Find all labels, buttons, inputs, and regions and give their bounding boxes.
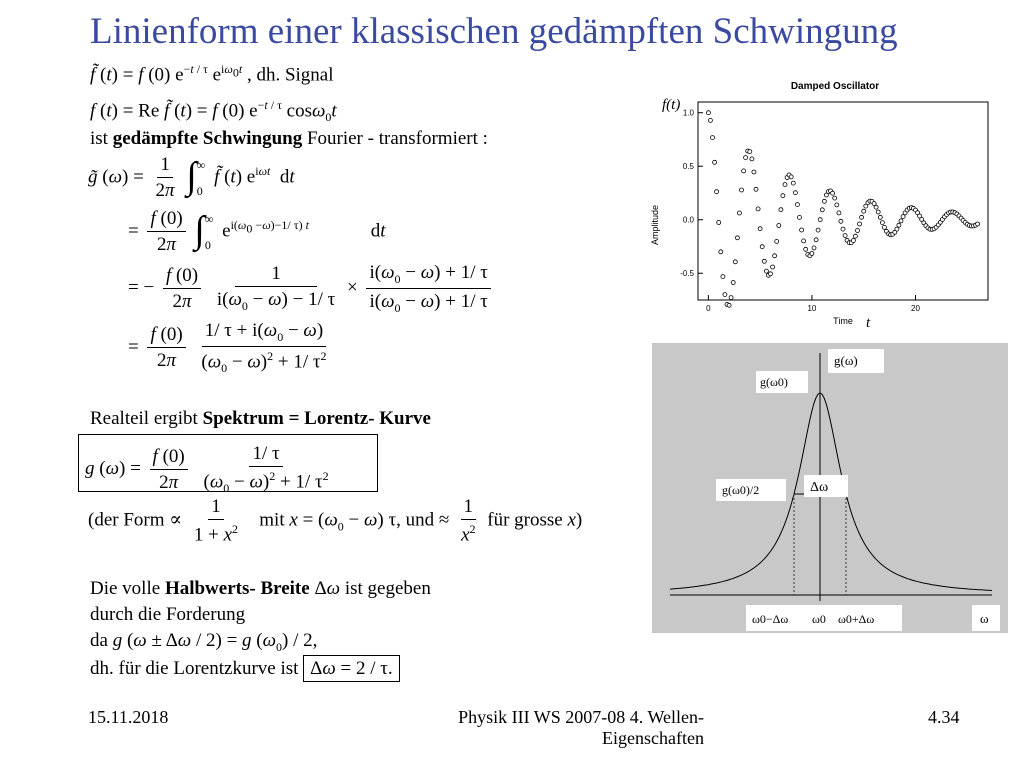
fig1-point-54 — [818, 218, 822, 222]
page-title: Linienform einer klassischen gedämpften Schwingung — [90, 11, 898, 52]
fig1-frame — [698, 102, 988, 300]
fig1-point-40 — [789, 175, 793, 179]
text-hw-bold: Halbwerts- Breite — [164, 578, 310, 599]
fig2-x-mid: ω0 — [812, 612, 826, 626]
fig1-point-6 — [719, 250, 723, 254]
fig1-point-33 — [775, 239, 779, 243]
fig1-point-1 — [708, 118, 712, 122]
fig2-x-left: ω0−Δω — [752, 612, 789, 626]
fig1-point-92 — [897, 223, 901, 227]
footer-course-line2: Eigenschaften — [602, 728, 704, 748]
text-halbwertsbreite: Die volle Halbwerts- Breite Δω ist gegeben — [90, 578, 431, 599]
fig1-point-4 — [715, 190, 719, 194]
text-spectrum — [90, 408, 431, 430]
fig2-g0-label: g(ω0) — [760, 375, 788, 389]
footer-course — [434, 707, 704, 749]
fig1-point-61 — [833, 196, 837, 200]
fig1-point-43 — [795, 203, 799, 207]
fig1-point-17 — [742, 169, 746, 173]
fig1-ytick-label-2: 0.0 — [682, 215, 694, 225]
fig1-point-64 — [839, 219, 843, 223]
fig1-point-26 — [760, 245, 764, 249]
fig2-x-right: ω0+Δω — [838, 612, 875, 626]
fig2-g0half-label: g(ω0)/2 — [722, 483, 760, 497]
equation-form: (der Form ∝ $\frac{1}{1 + x^2}$ mit $x = (\omega_0 - \omega)$ τ, und ≈ $\frac{1}{x^2}$ für grosse x) — [88, 496, 583, 546]
text-lorentz: Spektrum = Lorentz- Kurve — [202, 408, 431, 429]
fig1-point-21 — [750, 157, 754, 161]
label-signal: , dh. Signal — [246, 64, 334, 86]
fig1-point-65 — [841, 227, 845, 231]
fig1-point-51 — [812, 246, 816, 250]
text-transformiert: Fourier - transformiert : — [306, 128, 488, 149]
fig1-point-3 — [713, 160, 717, 164]
fig1-point-27 — [762, 259, 766, 263]
fig1-ytick-label-0: 1.0 — [682, 108, 694, 118]
fig1-point-44 — [798, 215, 802, 219]
fig1-point-84 — [880, 221, 884, 225]
text-da: da — [90, 630, 108, 651]
fig1-point-83 — [878, 215, 882, 219]
text-ist-gegeben: ist gegeben — [344, 578, 431, 599]
text-mit: mit — [259, 509, 285, 531]
fig1-point-72 — [856, 229, 860, 233]
fig1-point-81 — [874, 205, 878, 209]
fig1-point-37 — [783, 183, 787, 187]
text-gedaempfte: gedämpfte Schwingung — [112, 128, 303, 149]
fig1-point-15 — [737, 211, 741, 215]
fig1-f-label: f(t) — [662, 97, 681, 113]
fig1-point-71 — [853, 234, 857, 238]
fig1-point-18 — [744, 156, 748, 160]
fig1-point-7 — [721, 275, 725, 279]
damped-oscillator-chart — [640, 75, 1000, 335]
fig1-point-73 — [858, 222, 862, 226]
fig1-point-55 — [820, 208, 824, 212]
fig1-point-41 — [791, 181, 795, 185]
fig1-point-63 — [837, 211, 841, 215]
fig2-delta-label: Δω — [810, 480, 829, 495]
fig1-point-36 — [781, 194, 785, 198]
lorentz-curve-chart — [652, 343, 1008, 633]
fig1-point-46 — [802, 239, 806, 243]
fig1-point-20 — [748, 150, 752, 154]
fig1-ytick-label-3: -0.5 — [680, 269, 694, 279]
fig1-point-13 — [733, 260, 737, 264]
fig1-point-53 — [816, 228, 820, 232]
fig1-point-62 — [835, 203, 839, 207]
text-fourier — [90, 128, 488, 150]
equation-step-4: = $\frac{f (0)}{2\pi}$ $\frac{1/ \tau + i(\omega_0 - \omega)}{(\omega_0 - \omega)^2 + 1/ \tau^2}$ — [128, 320, 327, 375]
fig2-x-axis-label: ω — [980, 611, 989, 626]
equation-lorentz-boxed: g (ω) = $\frac{f (0)}{2\pi}$ $\frac{1/ \tau}{(\omega_0 - \omega)^2 + 1/ \tau^2}$ — [78, 434, 378, 492]
fig1-ylabel: Amplitude — [650, 204, 660, 246]
fig1-point-75 — [862, 209, 866, 213]
fig1-point-10 — [727, 303, 731, 307]
equation-step-3: = − $\frac{f (0)}{2\pi}$ $\frac{1}{i(\omega_0 - \omega) - 1/ \tau}$ × $\frac{i(\omega_0 - \omega) + 1/ \tau}{i(\omega_0 - \omega) + 1/ \tau}$ — [128, 262, 495, 316]
fig1-point-66 — [843, 234, 847, 238]
fig1-point-8 — [723, 293, 727, 297]
fig1-point-22 — [752, 170, 756, 174]
fig1-point-35 — [779, 208, 783, 212]
fig1-point-130 — [976, 222, 980, 226]
fig1-point-12 — [731, 281, 735, 285]
fig1-point-82 — [876, 210, 880, 214]
text-und: , und — [396, 509, 435, 531]
fig1-point-45 — [800, 228, 804, 232]
fig1-point-2 — [711, 136, 715, 140]
fig1-xtick-label-0: 0 — [706, 304, 711, 313]
text-realteil: Realteil ergibt — [90, 408, 198, 429]
fig1-ytick-label-1: 0.5 — [682, 162, 694, 172]
fig1-point-74 — [860, 215, 864, 219]
fig1-xtick-label-1: 10 — [807, 304, 817, 313]
result-box: Δω = 2 / τ. — [303, 655, 400, 682]
fig1-xtick-label-2: 20 — [911, 304, 920, 313]
fig1-point-31 — [771, 265, 775, 269]
fig1-point-70 — [851, 239, 855, 243]
fig1-point-23 — [754, 187, 758, 191]
fig1-point-25 — [758, 227, 762, 231]
fig1-point-34 — [777, 224, 781, 228]
fig1-title: Damped Oscillator — [790, 81, 880, 92]
fig1-point-5 — [717, 221, 721, 225]
fig1-point-16 — [740, 188, 744, 192]
fig2-g-label: g(ω) — [834, 353, 858, 368]
footer-date: 15.11.2018 — [88, 707, 169, 727]
footer-page-number: 4.34 — [928, 707, 960, 727]
text-lorentzkurve: dh. für die Lorentzkurve ist — [90, 658, 299, 679]
footer-course-line1: Physik III WS 2007-08 4. Wellen- — [458, 707, 704, 727]
fig1-point-32 — [773, 254, 777, 258]
fig1-point-60 — [831, 191, 835, 195]
equation-fourier-integral: g̃ (ω) = $\frac{1}{2\pi}$ ∫ ∞ 0 f̃ (t) $e^{i\omega t}$ dt — [88, 154, 295, 201]
fig1-point-42 — [793, 191, 797, 195]
fig1-t-label: t — [866, 315, 871, 331]
text-der-form: (der Form — [88, 509, 165, 531]
fig1-point-50 — [810, 252, 814, 256]
text-ist: ist — [90, 128, 108, 149]
fig1-point-24 — [756, 207, 760, 211]
equation-real-signal: f (t) = Re f̃ (t) = f (0) $e^{-t / \tau}$ cosω$_0$t — [90, 98, 337, 125]
fig1-point-14 — [735, 236, 739, 240]
fig1-point-30 — [769, 272, 773, 276]
fig1-xlabel: Time — [833, 316, 853, 326]
equation-condition: da g (ω ± Δω / 2) = g $(\omega_0) / 2$, — [90, 630, 318, 654]
fig1-point-91 — [895, 227, 899, 231]
text-forderung: durch die Forderung — [90, 604, 246, 625]
equation-analytic-signal: f̃ (t) = f (0) $e^{-t / \tau}$ $e^{i\omega_0t}$ , dh. Signal — [90, 62, 334, 86]
fig1-point-85 — [882, 225, 886, 229]
equation-step-2: = $\frac{f (0)}{2\pi}$ ∫ ∞ 0 $e^{i(\omega_0 -\omega)-1/ \tau) t}$ dt — [128, 208, 386, 255]
fig1-point-56 — [822, 199, 826, 203]
fig1-point-47 — [804, 247, 808, 251]
fig1-point-28 — [764, 269, 768, 273]
equation-result — [90, 658, 400, 680]
text-fuer-grosse: für grosse — [487, 509, 563, 531]
fig1-point-11 — [729, 296, 733, 300]
text-die-volle: Die volle — [90, 578, 161, 599]
fig1-point-52 — [814, 238, 818, 242]
fig1-point-93 — [899, 219, 903, 223]
fig1-point-0 — [706, 111, 710, 115]
